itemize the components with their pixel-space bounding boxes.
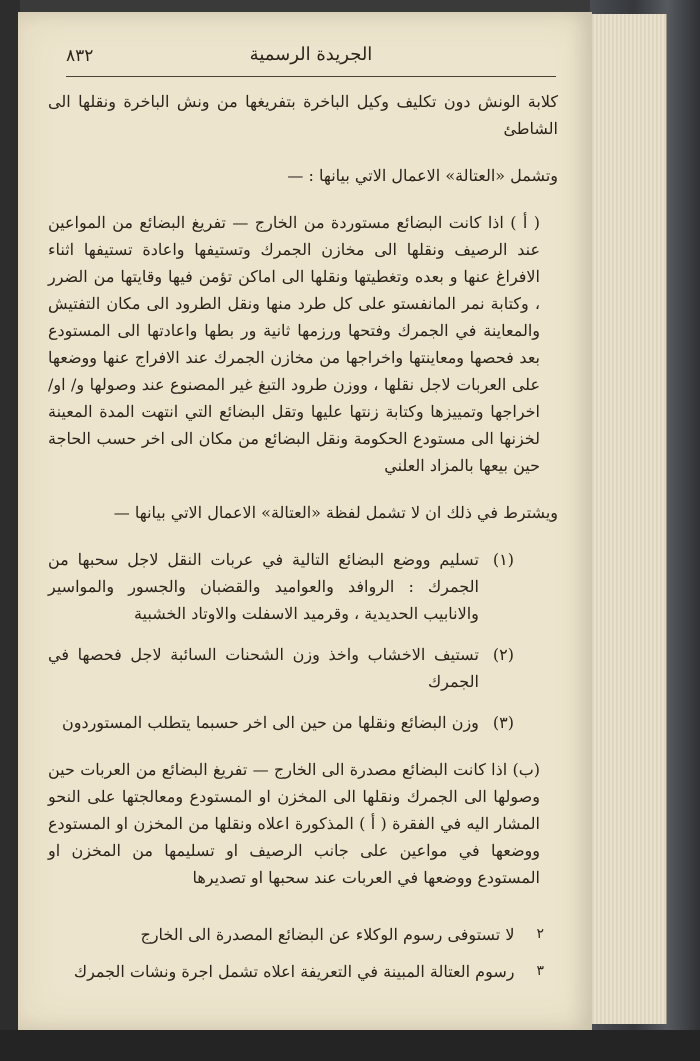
section-a-label: ( أ ) — [510, 213, 540, 232]
background-left — [0, 0, 20, 1061]
section-a-text: اذا كانت البضائع مستوردة من الخارج — تفريغ البضائع من المواعين عند الرصيف ونقلها الى مخازن الجمرك وتستيفها واعادة تستيفها اثناء الافراغ عنها و بعده وتغطيتها ونقلها الى اماكن تؤمن فيها وقايتها من الضرر ، وكتابة نمر المانفستو على كل طرد منها ونقل الطرود الى مكان التفتيش والمعاينة في الجمرك وفتحها ورزمها ثانية ور بطها واعادتها الى المستودع بعد فحصها ومعاينتها واخراجها من مخازن الجمرك عند الافراج عنها ووضعها على العربات لاجل نقلها ، ووزن طرود التبغ غير المصنوع عند وصولها و/ او/ اخراجها وتمييزها وكتابة زنتها عليها وتقل البضائع التي انتهت المدة المعينة لخزنها الى مستودع الحكومة ونقل البضائع من مكان الى اخر حسب الحاجة حين بيعها بالمزاد العلني — [48, 213, 540, 475]
footnote-3 — [48, 958, 558, 985]
footnote-3-number: ٣ — [536, 963, 544, 979]
footnote-2-number: ٢ — [536, 926, 544, 942]
exclusion-item-2 — [48, 641, 558, 695]
footnote-3-text: رسوم العتالة المبينة في التعريفة اعلاه تشمل اجرة ونشات الجمرك — [73, 962, 515, 981]
page-edges — [586, 14, 667, 1024]
exclusion-item-1 — [48, 546, 558, 627]
section-a — [48, 209, 558, 479]
document-page — [18, 12, 592, 1030]
page-number: ٨٣٢ — [66, 46, 94, 66]
page-header — [66, 42, 556, 72]
header-rule — [66, 76, 556, 77]
body-text — [48, 88, 558, 985]
running-title: الجريدة الرسمية — [249, 44, 373, 65]
section-b-text: اذا كانت البضائع مصدرة الى الخارج — تفريغ البضائع من العربات حين وصولها الى الجمرك ونقلها الى المخزن او المستودع ومعالجتها على النحو المشار اليه في الفقرة ( أ ) المذكورة اعلاه ونقلها من المخزن او المستودع ووضعها في مواعين على جانب الرصيف او تسليمها من المخزن او المستودع ووضعها في العربات عند سحبها او تصديرها — [48, 760, 540, 887]
paragraph-continuation: كلابة الونش دون تكليف وكيل الباخرة بتفريغها من ونش الباخرة ونقلها الى الشاطئ — [48, 92, 558, 138]
exclusion-item-3 — [48, 709, 558, 736]
exclusion-item-2-number: (٢) — [492, 645, 514, 664]
section-b — [48, 756, 558, 891]
section-b-label: (ب) — [512, 760, 540, 779]
exclusion-item-2-text: تستيف الاخشاب واخذ وزن الشحنات السائبة لاجل فحصها في الجمرك — [48, 645, 479, 691]
exclusion-item-3-text: وزن البضائع ونقلها من حين الى اخر حسبما يتطلب المستوردون — [61, 713, 479, 732]
paragraph-condition: ويشترط في ذلك ان لا تشمل لفظة «العتالة» الاعمال الاتي بيانها — — [113, 503, 558, 522]
background-bottom — [0, 1030, 700, 1061]
exclusion-item-3-number: (٣) — [492, 713, 514, 732]
exclusion-item-1-text: تسليم ووضع البضائع التالية في عربات النقل لاجل سحبها من الجمرك : الروافد والعواميد والقضبان والجسور والمواسير والانابيب الحديدية ، وقرميد الاسفلت والاوتاد الخشبية — [48, 550, 479, 623]
paragraph-intro: وتشمل «العتالة» الاعمال الاتي بيانها : — — [287, 166, 558, 185]
footnote-2 — [48, 921, 558, 948]
exclusion-item-1-number: (١) — [492, 550, 514, 569]
footnote-2-text: لا تستوفى رسوم الوكلاء عن البضائع المصدرة الى الخارج — [140, 925, 515, 944]
